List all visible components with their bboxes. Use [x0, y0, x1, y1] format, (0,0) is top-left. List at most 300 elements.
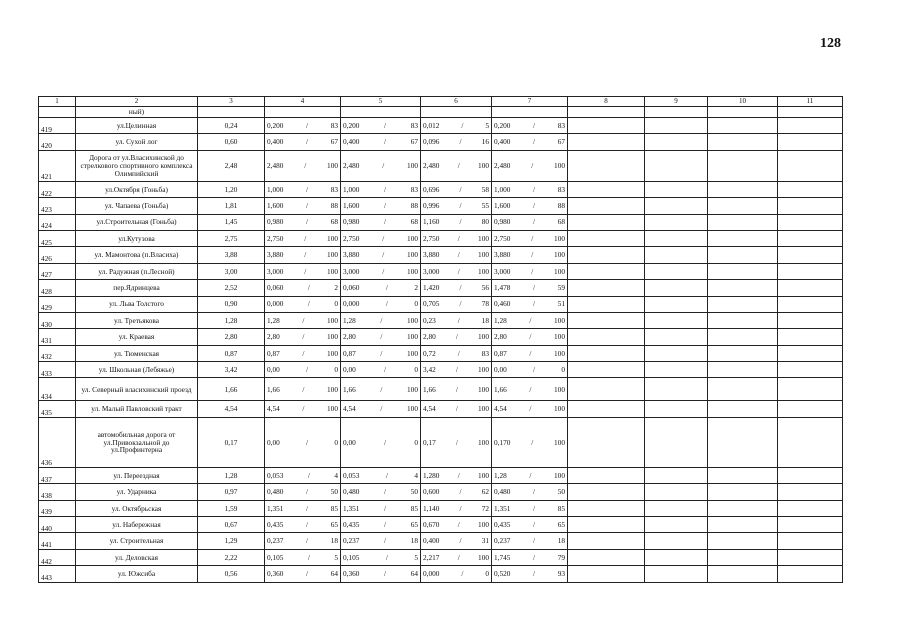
empty-cell [708, 549, 778, 565]
row-number-cell: 441 [39, 533, 76, 549]
table-row [39, 296, 843, 312]
empty-cell [568, 549, 645, 565]
slash-separator: / [529, 470, 532, 480]
slash-separator: / [457, 233, 460, 243]
value-percent: 64 [330, 569, 338, 579]
empty-cell [708, 214, 778, 230]
value-cell-c4 [265, 214, 341, 230]
empty-cell [568, 517, 645, 533]
value-percent: 100 [407, 348, 418, 358]
value-cell-c7 [492, 417, 568, 467]
value-cell-c6 [421, 533, 492, 549]
value-cell-c5 [341, 362, 421, 378]
slash-separator: / [385, 282, 388, 292]
slash-separator: / [529, 348, 532, 358]
value-percent: 58 [481, 184, 489, 194]
slash-separator: / [380, 315, 383, 325]
value-percent: 100 [478, 470, 489, 480]
value-cell-c7 [492, 467, 568, 483]
empty-cell [778, 517, 843, 533]
length-cell: 0,97 [198, 484, 265, 500]
value-pair [423, 505, 489, 513]
slash-separator: / [302, 348, 305, 358]
value-percent: 64 [410, 569, 418, 579]
value-cell-c5 [341, 118, 421, 134]
empty-cell [645, 484, 708, 500]
value-cell-c6 [421, 484, 492, 500]
value-cell-c6 [421, 263, 492, 279]
value-pair [494, 405, 565, 413]
value-pair [267, 405, 338, 413]
value-amount: 0,520 [494, 569, 511, 579]
value-cell-c4 [265, 247, 341, 263]
empty-cell [778, 107, 843, 118]
value-percent: 100 [554, 348, 565, 358]
value-percent: 4 [334, 470, 338, 480]
slash-separator: / [384, 519, 387, 529]
value-amount: 1,28 [494, 470, 507, 480]
row-number-cell: 423 [39, 198, 76, 214]
value-amount: 1,000 [494, 184, 511, 194]
empty-cell [778, 345, 843, 361]
row-number-cell: 419 [39, 118, 76, 134]
empty-cell [645, 214, 708, 230]
value-percent: 65 [330, 519, 338, 529]
empty-cell [568, 345, 645, 361]
value-amount: 0,600 [423, 487, 440, 497]
slash-separator: / [459, 536, 462, 546]
value-pair [494, 162, 565, 170]
value-cell-c6 [421, 214, 492, 230]
empty-cell [341, 107, 421, 118]
row-number-cell: 436 [39, 417, 76, 467]
value-cell-c7 [492, 533, 568, 549]
value-amount: 2,80 [423, 332, 436, 342]
value-amount: 1,745 [494, 552, 511, 562]
value-cell-c5 [341, 198, 421, 214]
slash-separator: / [307, 282, 310, 292]
row-number-cell: 422 [39, 181, 76, 197]
slash-separator: / [533, 120, 536, 130]
value-pair [494, 366, 565, 374]
value-percent: 4 [414, 470, 418, 480]
value-cell-c6 [421, 150, 492, 181]
value-percent: 88 [557, 201, 565, 211]
value-percent: 100 [554, 233, 565, 243]
value-percent: 100 [407, 233, 418, 243]
value-cell-c5 [341, 401, 421, 417]
road-name-cell: ный) [76, 107, 198, 118]
value-pair [423, 570, 489, 578]
value-percent: 100 [478, 250, 489, 260]
value-amount: 0,096 [423, 137, 440, 147]
value-amount: 0,000 [267, 299, 284, 309]
empty-cell [568, 230, 645, 246]
empty-cell [198, 107, 265, 118]
value-pair [494, 235, 565, 243]
value-pair [343, 235, 418, 243]
value-amount: 0,237 [343, 536, 360, 546]
value-cell-c7 [492, 263, 568, 279]
value-amount: 1,600 [343, 201, 360, 211]
road-name-cell: ул. Переездная [76, 467, 198, 483]
value-amount: 0,237 [267, 536, 284, 546]
value-percent: 100 [478, 364, 489, 374]
road-name-cell: ул. Октябрьская [76, 500, 198, 516]
empty-cell [645, 280, 708, 296]
value-pair [494, 333, 565, 341]
value-amount: 2,80 [494, 332, 507, 342]
length-cell: 0,17 [198, 417, 265, 467]
value-amount: 0,400 [423, 536, 440, 546]
value-cell-c4 [265, 566, 341, 582]
empty-cell [645, 533, 708, 549]
value-cell-c4 [265, 500, 341, 516]
empty-cell [568, 198, 645, 214]
value-cell-c6 [421, 312, 492, 328]
slash-separator: / [457, 552, 460, 562]
empty-cell [265, 107, 341, 118]
value-pair [267, 570, 338, 578]
value-amount: 0,435 [343, 519, 360, 529]
value-amount: 1,66 [494, 384, 507, 394]
slash-separator: / [384, 364, 387, 374]
value-pair [343, 218, 418, 226]
value-percent: 62 [481, 487, 489, 497]
value-pair [343, 251, 418, 259]
slash-separator: / [384, 437, 387, 447]
value-pair [343, 300, 418, 308]
value-pair [343, 521, 418, 529]
value-percent: 50 [330, 487, 338, 497]
empty-cell [708, 118, 778, 134]
value-pair [423, 202, 489, 210]
empty-cell [708, 378, 778, 401]
empty-cell [708, 263, 778, 279]
slash-separator: / [384, 536, 387, 546]
table-row [39, 517, 843, 533]
value-amount: 3,42 [423, 364, 436, 374]
empty-cell [778, 549, 843, 565]
value-cell-c5 [341, 378, 421, 401]
value-pair [494, 268, 565, 276]
value-cell-c4 [265, 230, 341, 246]
slash-separator: / [457, 250, 460, 260]
empty-cell [778, 500, 843, 516]
value-pair [423, 235, 489, 243]
empty-cell [778, 378, 843, 401]
slash-separator: / [455, 404, 458, 414]
value-percent: 88 [330, 201, 338, 211]
value-amount: 4,54 [423, 404, 436, 414]
value-cell-c6 [421, 296, 492, 312]
value-pair [343, 386, 418, 394]
value-amount: 2,750 [423, 233, 440, 243]
value-percent: 100 [554, 384, 565, 394]
empty-cell [568, 181, 645, 197]
value-cell-c4 [265, 263, 341, 279]
slash-separator: / [533, 282, 536, 292]
value-pair [343, 505, 418, 513]
value-cell-c6 [421, 549, 492, 565]
road-name-cell: ул. Мамонтова (п.Власиха) [76, 247, 198, 263]
slash-separator: / [529, 332, 532, 342]
road-name-cell: автомобильная дорога от ул.Привокзальной до ул.Профинтерна [76, 417, 198, 467]
empty-cell [568, 150, 645, 181]
value-pair [423, 439, 489, 447]
value-amount: 0,980 [494, 217, 511, 227]
value-amount: 0,00 [343, 437, 356, 447]
value-percent: 5 [414, 552, 418, 562]
header-cell: 4 [265, 97, 341, 107]
empty-cell [568, 362, 645, 378]
value-percent: 18 [410, 536, 418, 546]
value-amount: 1,160 [423, 217, 440, 227]
value-percent: 83 [410, 184, 418, 194]
value-amount: 1,66 [423, 384, 436, 394]
length-cell: 0,60 [198, 134, 265, 150]
table-row [39, 263, 843, 279]
value-percent: 0 [414, 299, 418, 309]
value-pair [494, 284, 565, 292]
value-pair [423, 162, 489, 170]
value-pair [343, 122, 418, 130]
value-cell-c4 [265, 312, 341, 328]
value-cell-c7 [492, 517, 568, 533]
empty-cell [708, 150, 778, 181]
length-cell: 1,66 [198, 378, 265, 401]
road-name-cell: ул. Деловская [76, 549, 198, 565]
empty-cell [778, 118, 843, 134]
empty-cell [708, 484, 778, 500]
value-amount: 0,012 [423, 120, 440, 130]
value-cell-c5 [341, 566, 421, 582]
table-row [39, 150, 843, 181]
slash-separator: / [306, 437, 309, 447]
road-name-cell: ул. Третьякова [76, 312, 198, 328]
row-number-cell [39, 107, 76, 118]
value-cell-c6 [421, 467, 492, 483]
value-percent: 68 [557, 217, 565, 227]
value-percent: 100 [407, 384, 418, 394]
value-percent: 100 [478, 437, 489, 447]
value-percent: 100 [478, 266, 489, 276]
empty-cell [568, 214, 645, 230]
value-cell-c4 [265, 549, 341, 565]
length-cell: 2,22 [198, 549, 265, 565]
value-amount: 3,880 [343, 250, 360, 260]
value-amount: 0,400 [494, 137, 511, 147]
value-percent: 85 [557, 503, 565, 513]
value-cell-c5 [341, 181, 421, 197]
value-amount: 1,351 [343, 503, 360, 513]
value-pair [423, 472, 489, 480]
value-percent: 100 [478, 384, 489, 394]
value-percent: 100 [554, 250, 565, 260]
header-cell: 5 [341, 97, 421, 107]
value-percent: 100 [554, 437, 565, 447]
slash-separator: / [382, 266, 385, 276]
value-pair [343, 366, 418, 374]
value-amount: 1,28 [267, 315, 280, 325]
slash-separator: / [457, 315, 460, 325]
header-cell: 8 [568, 97, 645, 107]
empty-cell [778, 214, 843, 230]
value-percent: 100 [327, 404, 338, 414]
empty-cell [778, 566, 843, 582]
slash-separator: / [459, 503, 462, 513]
table-row [39, 362, 843, 378]
value-amount: 0,200 [267, 120, 284, 130]
value-pair [267, 439, 338, 447]
value-cell-c7 [492, 230, 568, 246]
value-percent: 0 [485, 569, 489, 579]
slash-separator: / [306, 137, 309, 147]
value-pair [343, 268, 418, 276]
length-cell: 2,75 [198, 230, 265, 246]
value-cell-c6 [421, 517, 492, 533]
slash-separator: / [531, 160, 534, 170]
table-row [39, 566, 843, 582]
header-cell: 1 [39, 97, 76, 107]
empty-cell [708, 362, 778, 378]
value-pair [267, 218, 338, 226]
empty-cell [645, 134, 708, 150]
value-cell-c4 [265, 378, 341, 401]
road-name-cell: Дорога от ул.Власихинской до стрелкового спортивного комплекса Олимпийский [76, 150, 198, 181]
slash-separator: / [457, 348, 460, 358]
value-pair [343, 284, 418, 292]
value-percent: 59 [557, 282, 565, 292]
value-percent: 83 [481, 348, 489, 358]
empty-cell [708, 134, 778, 150]
slash-separator: / [380, 404, 383, 414]
value-cell-c6 [421, 247, 492, 263]
empty-cell [568, 401, 645, 417]
empty-cell [708, 517, 778, 533]
slash-separator: / [307, 552, 310, 562]
value-cell-c7 [492, 150, 568, 181]
empty-cell [778, 230, 843, 246]
value-cell-c5 [341, 500, 421, 516]
slash-separator: / [459, 282, 462, 292]
value-percent: 31 [481, 536, 489, 546]
value-pair [267, 235, 338, 243]
value-cell-c7 [492, 500, 568, 516]
row-number-cell: 432 [39, 345, 76, 361]
value-cell-c6 [421, 134, 492, 150]
value-cell-c5 [341, 263, 421, 279]
road-name-cell: ул.Целинная [76, 118, 198, 134]
value-amount: 1,28 [494, 315, 507, 325]
header-cell: 9 [645, 97, 708, 107]
slash-separator: / [459, 184, 462, 194]
empty-cell [778, 150, 843, 181]
empty-cell [645, 329, 708, 345]
value-pair [423, 186, 489, 194]
empty-cell [778, 467, 843, 483]
value-pair [423, 386, 489, 394]
value-amount: 3,000 [267, 266, 284, 276]
row-number-cell: 428 [39, 280, 76, 296]
value-cell-c6 [421, 401, 492, 417]
value-pair [494, 472, 565, 480]
slash-separator: / [533, 364, 536, 374]
slash-separator: / [459, 217, 462, 227]
row-number-cell: 439 [39, 500, 76, 516]
value-percent: 0 [414, 437, 418, 447]
table-row [39, 198, 843, 214]
value-cell-c4 [265, 296, 341, 312]
value-cell-c6 [421, 181, 492, 197]
length-cell: 2,48 [198, 150, 265, 181]
slash-separator: / [461, 120, 464, 130]
value-cell-c4 [265, 181, 341, 197]
value-pair [343, 202, 418, 210]
value-amount: 0,400 [343, 137, 360, 147]
empty-cell [645, 517, 708, 533]
value-amount: 2,217 [423, 552, 440, 562]
slash-separator: / [457, 519, 460, 529]
slash-separator: / [307, 299, 310, 309]
value-percent: 100 [327, 384, 338, 394]
slash-separator: / [533, 519, 536, 529]
empty-cell [708, 566, 778, 582]
empty-cell [778, 280, 843, 296]
value-cell-c6 [421, 118, 492, 134]
value-amount: 0,480 [267, 487, 284, 497]
empty-cell [568, 566, 645, 582]
slash-separator: / [533, 299, 536, 309]
value-amount: 4,54 [494, 404, 507, 414]
value-pair [343, 333, 418, 341]
empty-cell [645, 378, 708, 401]
road-name-cell: ул. Южсиба [76, 566, 198, 582]
slash-separator: / [306, 536, 309, 546]
value-cell-c4 [265, 198, 341, 214]
empty-cell [708, 280, 778, 296]
length-cell: 0,56 [198, 566, 265, 582]
value-amount: 2,80 [267, 332, 280, 342]
header-cell: 10 [708, 97, 778, 107]
value-percent: 100 [407, 250, 418, 260]
value-pair [494, 505, 565, 513]
empty-cell [645, 312, 708, 328]
value-amount: 1,351 [494, 503, 511, 513]
value-pair [494, 554, 565, 562]
empty-cell [568, 312, 645, 328]
value-pair [343, 472, 418, 480]
value-cell-c6 [421, 362, 492, 378]
page-number: 128 [820, 36, 841, 51]
slash-separator: / [529, 384, 532, 394]
length-cell: 3,00 [198, 263, 265, 279]
value-pair [423, 350, 489, 358]
value-amount: 1,140 [423, 503, 440, 513]
road-name-cell: ул. Чапаева (Гоньба) [76, 198, 198, 214]
empty-cell [568, 107, 645, 118]
slash-separator: / [380, 332, 383, 342]
row-number-cell: 429 [39, 296, 76, 312]
slash-separator: / [302, 404, 305, 414]
value-amount: 1,000 [267, 184, 284, 194]
value-cell-c7 [492, 378, 568, 401]
slash-separator: / [304, 233, 307, 243]
length-cell: 2,80 [198, 329, 265, 345]
value-cell-c7 [492, 484, 568, 500]
table-row [39, 312, 843, 328]
empty-cell [708, 230, 778, 246]
